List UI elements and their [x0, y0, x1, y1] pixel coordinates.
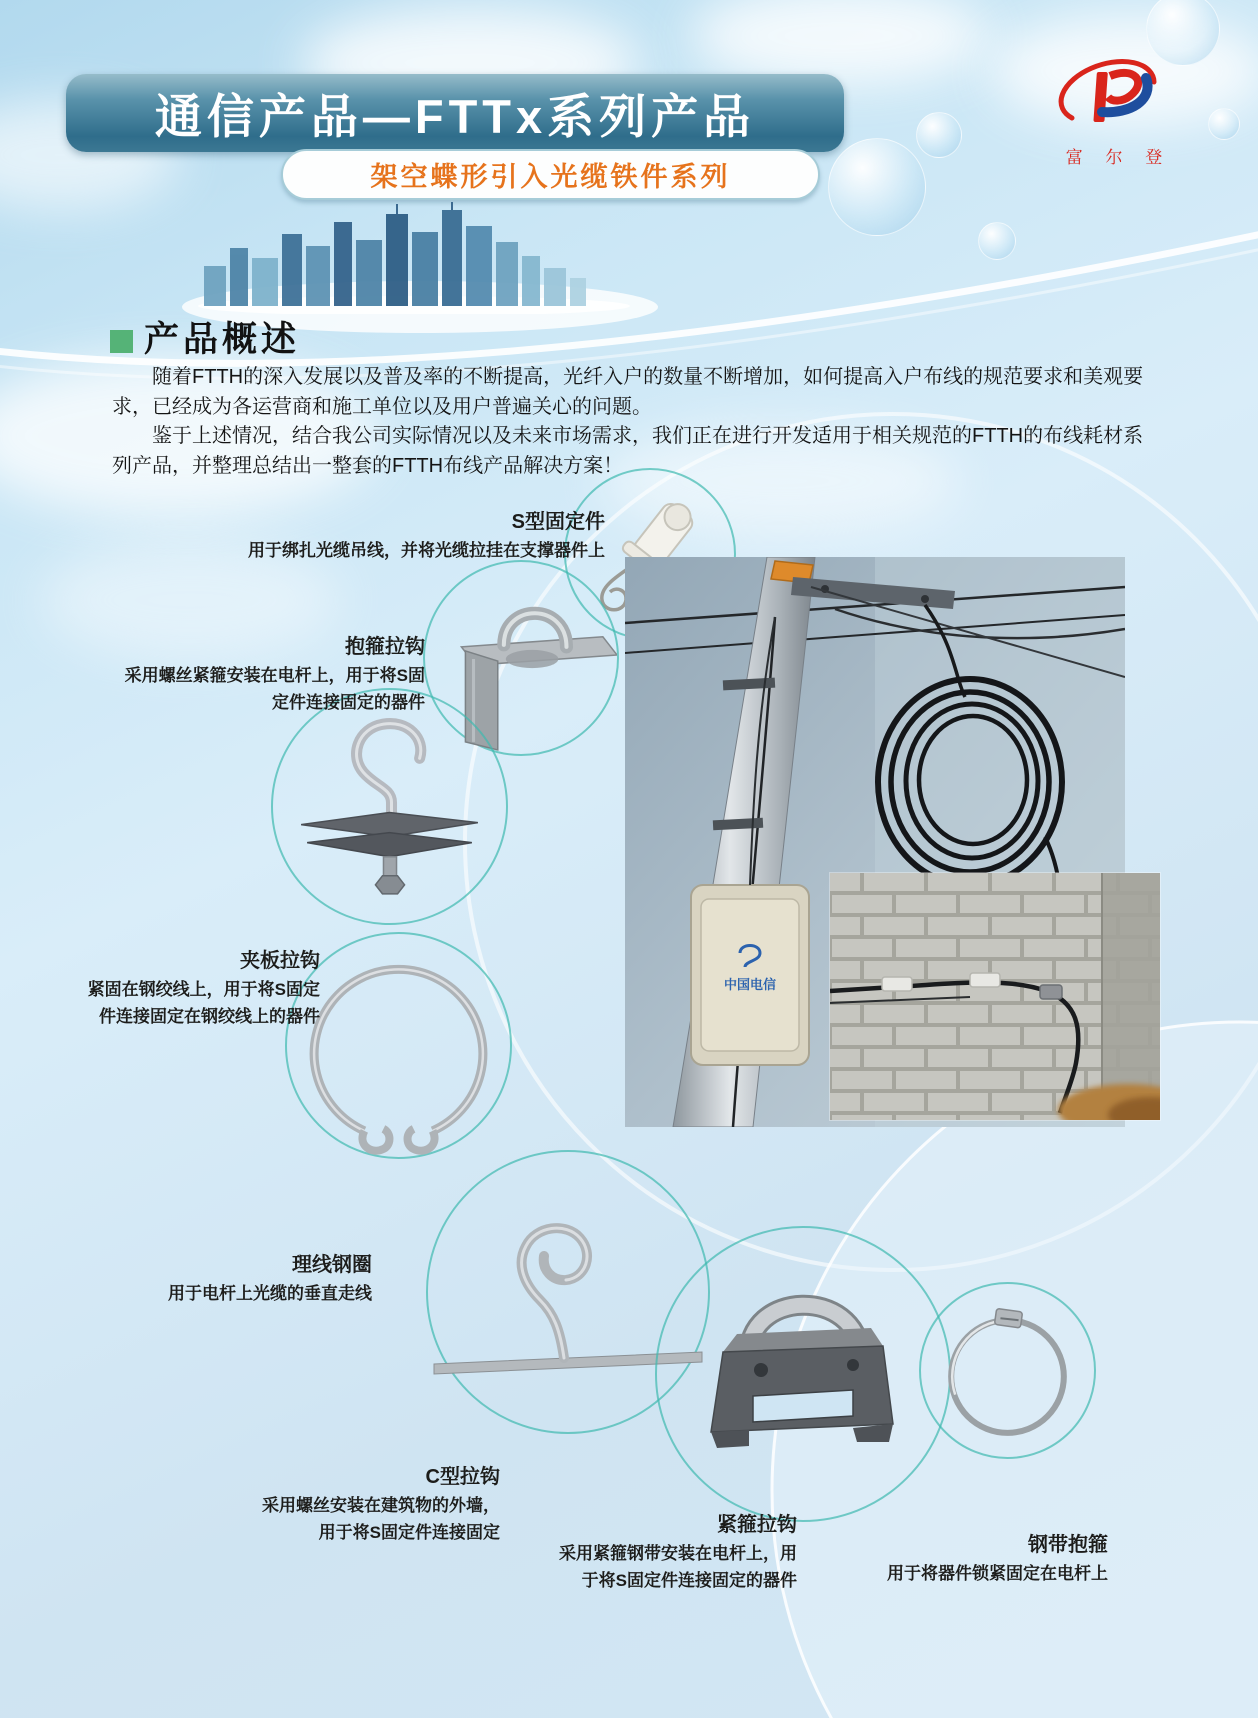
product-name: 夹板拉钩	[240, 950, 320, 972]
band-clamp-hook-icon	[657, 1228, 949, 1520]
product-name: 理线钢圈	[292, 1254, 372, 1276]
overview-text	[112, 363, 1152, 481]
city-skyline-image	[196, 202, 632, 314]
product-circle-steel-band	[919, 1282, 1096, 1459]
product-label-wire-ring	[148, 1248, 372, 1307]
company-logo	[1050, 56, 1178, 168]
logo-text: 富 尔 登	[1065, 148, 1172, 167]
overview-paragraph-1: 随着FTTH的深入发展以及普及率的不断提高，光纤入户的数量不断增加，如何提高入户布线的规范要求和美观要求，已经成为各运营商和施工单位以及用户普遍关心的问题。	[112, 366, 1144, 418]
series-subtitle: 架空蝶形引入光缆铁件系列	[370, 162, 731, 192]
product-label-steel-band	[864, 1528, 1108, 1587]
product-desc: 采用螺丝安装在建筑物的外墙，用于将S固定件连接固定	[262, 1496, 500, 1542]
product-circle-band-clamp-hook	[655, 1226, 951, 1522]
section-bullet-icon	[110, 330, 133, 353]
product-label-band-clamp-hook	[553, 1508, 797, 1594]
product-desc: 用于将器件锁紧固定在电杆上	[887, 1564, 1108, 1583]
product-name: S型固定件	[511, 511, 605, 533]
product-name: C型拉钩	[425, 1466, 500, 1488]
section-heading: 产品概述	[144, 320, 301, 359]
page-title-banner	[66, 74, 844, 152]
product-desc: 用于电杆上光缆的垂直走线	[168, 1284, 372, 1303]
product-desc: 采用紧箍钢带安装在电杆上，用于将S固定件连接固定的器件	[559, 1544, 797, 1590]
bubble-decoration	[978, 222, 1016, 260]
wall-installation-photo	[830, 873, 1160, 1120]
wire-ring-icon	[287, 934, 510, 1157]
bubble-decoration	[916, 112, 962, 158]
product-desc: 紧固在钢绞线上，用于将S固定件连接固定在钢绞线上的器件	[87, 980, 320, 1026]
product-label-clamp-hook	[78, 944, 320, 1030]
product-desc: 用于绑扎光缆吊线，并将光缆拉挂在支撑器件上	[248, 541, 605, 560]
product-name: 抱箍拉钩	[345, 636, 425, 658]
overview-paragraph-2: 鉴于上述情况，结合我公司实际情况以及未来市场需求，我们正在进行开发适用于相关规范的FTTH的布线耗材系列产品，并整理总结出一整套的FTTH布线产品解决方案！	[112, 425, 1144, 477]
product-label-c-hook	[252, 1460, 500, 1546]
product-name: 钢带抱箍	[1028, 1534, 1108, 1556]
product-desc: 采用螺丝紧箍安装在电杆上，用于将S固定件连接固定的器件	[124, 666, 425, 712]
telecom-box-label: 中国电信	[723, 977, 777, 992]
product-label-hoop-hook	[115, 630, 425, 716]
steel-band-icon	[921, 1284, 1094, 1457]
product-label-s-fixture	[245, 505, 605, 564]
series-subtitle-pill	[281, 149, 820, 200]
telecom-box	[691, 885, 809, 1065]
bubble-decoration	[1208, 108, 1240, 140]
product-name: 紧箍拉钩	[717, 1514, 797, 1536]
bubble-decoration	[828, 138, 926, 236]
page-title: 通信产品—FTTx系列产品	[154, 89, 756, 143]
product-circle-clamp-hook	[271, 688, 508, 925]
clamp-hook-icon	[273, 690, 506, 923]
logo-mark-icon	[1050, 56, 1178, 142]
